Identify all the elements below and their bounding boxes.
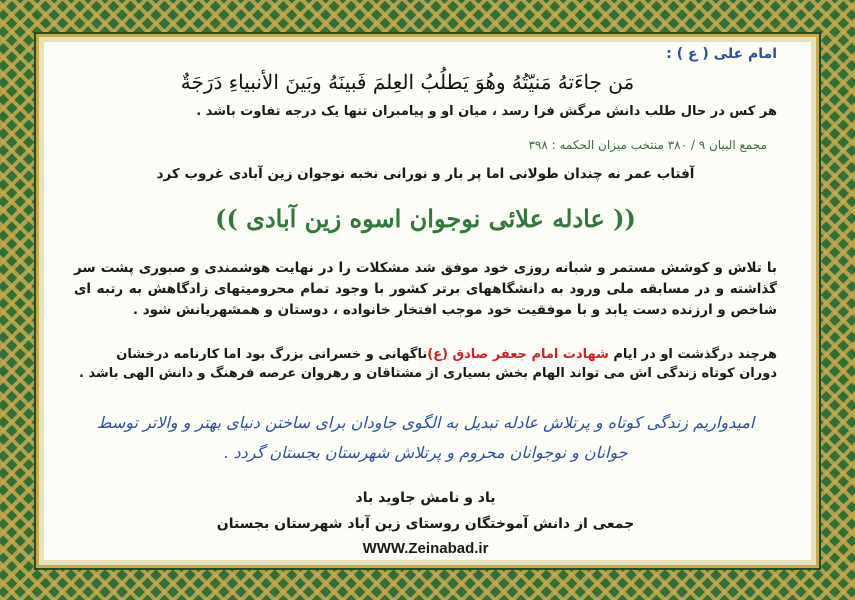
paragraph-achievements: با تلاش و کوشش مستمر و شبانه روزی خود موفق شد مشکلات را در نهایت هوشمندی و صبوری پشت سر گذاشته و در مسابقه ملی ورود به دانشگاههای برتر کشور با وجود تمام محرومیتهای زادگاهش به رتبه ای شاخص و ارزنده دست یابد و با موفقیت خود موجب افتخار خانواده ، دوستان و همشهریانش شود .: [74, 260, 777, 318]
condolence-highlight: شهادت امام جعفر صادق (ع): [427, 347, 609, 362]
handwritten-wish: امیدواریم زندگی کوتاه و پرتلاش عادله تبدیل به الگوی جاودان برای ساختن دنیای بهتر و والاتر توسط جوانان و نوجوانان محروم و پرتلاش شهرستان بجستان گردد .: [96, 413, 755, 462]
paragraph-condolence: [74, 345, 777, 383]
condolence-text-end: ناگهانی و خسرانی بزرگ بود اما کارنامه درخشان دوران کوتاه زندگی اش می تواند الهام بخش بسیاری از مشتاقان و رهروان عرصه فرهنگ و دانش الهی باشد .: [78, 347, 777, 381]
intro-heading: آفتاب عمر نه چندان طولانی اما پر بار و نورانی نخبه نوجوان زین آبادی غروب کرد: [156, 166, 695, 182]
hadith-arabic-text: مَن جاءَتهُ مَنيّتُهُ وهُوَ يَطلُبُ العِلمَ فَبينَهُ وبَينَ الأنبياءِ دَرَجَةٌ: [180, 70, 635, 94]
signatories-line: جمعی از دانش آموختگان روستای زین آباد شهرستان بجستان: [216, 516, 635, 532]
website-address: WWW.Zeinabad.ir: [362, 540, 489, 557]
honoree-name: (( عادله علائی نوجوان اسوه زین آبادی )): [215, 204, 636, 233]
hadith-attribution: امام علی ( ع ) :: [666, 46, 777, 62]
condolence-text-start: هرچند درگذشت او در ایام: [608, 347, 777, 362]
memorial-line: یاد و نامش جاوید باد: [355, 490, 496, 506]
hadith-translation: هر کس در حال طلب دانش مرگش فرا رسد ، میان او و پیامبران تنها یک درجه تفاوت باشد .: [196, 104, 777, 119]
notice-paper: [44, 42, 811, 560]
hadith-source: مجمع البیان ۹ / ۳۸۰ منتخب میزان الحکمه : ۳۹۸: [528, 138, 767, 152]
